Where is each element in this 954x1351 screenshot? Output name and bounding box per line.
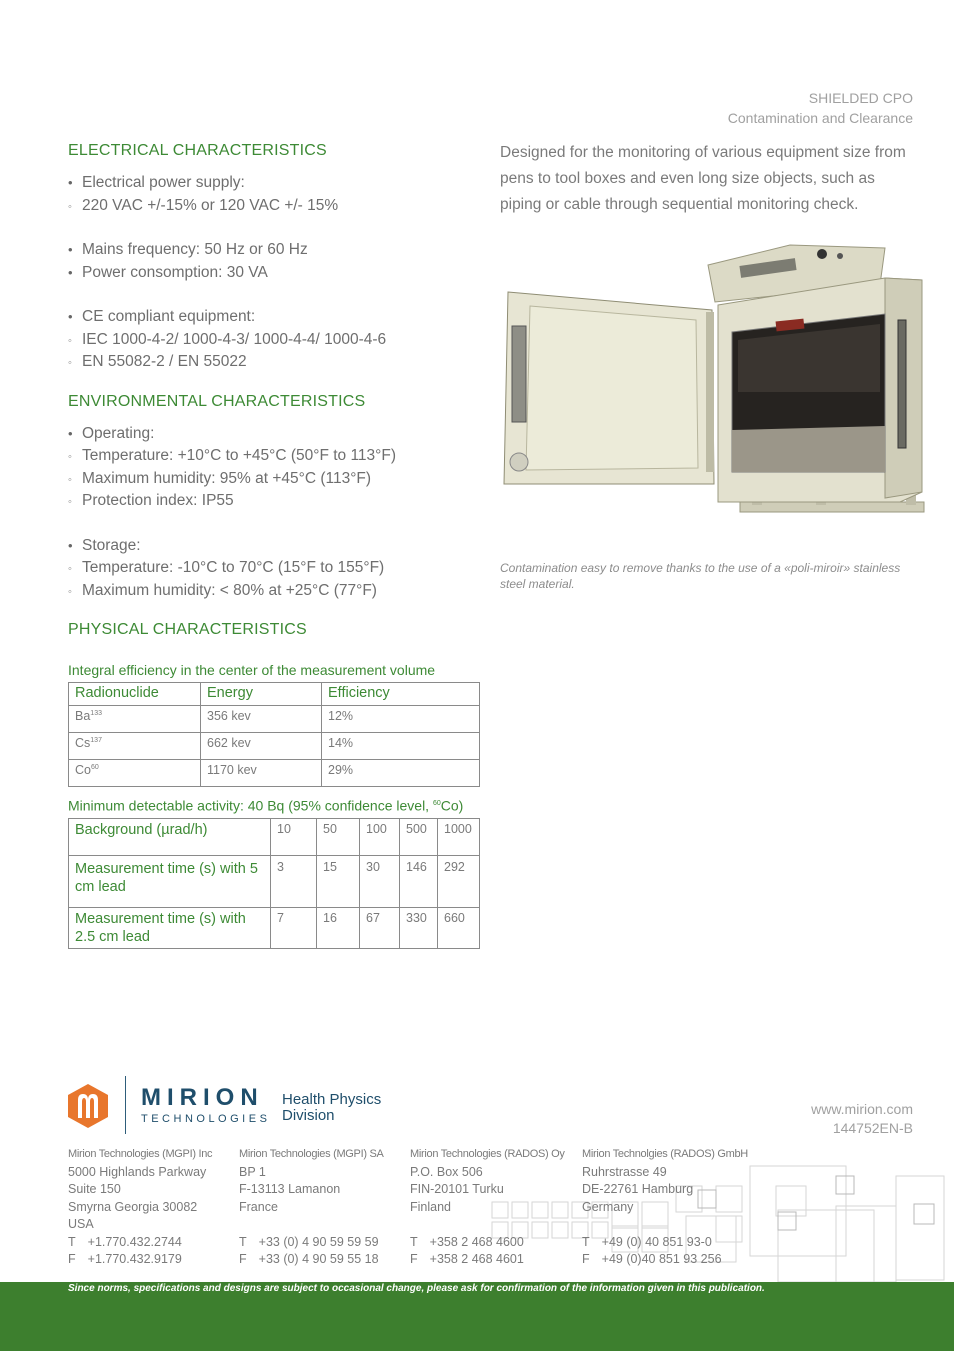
list-item: ◦ 220 VAC +/-15% or 120 VAC +/- 15% [68, 195, 480, 218]
address-line: USA [68, 1217, 94, 1231]
list-item: ◦ Temperature: -10°C to 70°C (15°F to 155°F) [68, 557, 480, 580]
document-reference: 144752EN-B [832, 1120, 913, 1136]
row-header: Measurement time (s) with 2.5 cm lead [69, 907, 271, 948]
document-header [728, 88, 913, 128]
table-cell: 100 [360, 818, 400, 855]
address-block [410, 1146, 565, 1269]
product-intro: Designed for the monitoring of various equipment size from pens to tool boxes and even long size objects, such as piping or cable through sequential monitoring check. [500, 144, 906, 213]
list-item: ◦ EN 55082-2 / EN 55022 [68, 351, 480, 374]
address-block [68, 1146, 212, 1269]
physical-title: PHYSICAL CHARACTERISTICS [68, 621, 307, 638]
address-block [239, 1146, 384, 1269]
environmental-list [68, 423, 480, 603]
footer-disclaimer: Since norms, specifications and designs are subject to occasional change, please ask for confirmation of the information given in this publication. [68, 1283, 765, 1294]
address-line: BP 1 [239, 1164, 266, 1179]
brand-subtitle: TECHNOLOGIES [141, 1113, 271, 1125]
company-name: Mirion Technologies (MGPI) Inc [68, 1148, 213, 1160]
table-cell: 356 kev [201, 706, 322, 733]
mirion-logo-icon [68, 1084, 108, 1128]
table-row [69, 760, 480, 787]
company-name: Mirion Technolgies (RADOS) GmbH [582, 1148, 748, 1160]
row-header: Background (µrad/h) [69, 818, 271, 855]
list-item: • Mains frequency: 50 Hz or 60 Hz [68, 239, 480, 262]
phone-line: T +33 (0) 4 90 59 59 59 [239, 1234, 379, 1249]
address-line: P.O. Box 506 [410, 1164, 483, 1179]
list-item: ◦ Maximum humidity: < 80% at +25°C (77°F) [68, 580, 480, 603]
table-row [69, 855, 480, 907]
list-item: • Electrical power supply: [68, 172, 480, 195]
electrical-list [68, 172, 480, 374]
column-header: Efficiency [322, 683, 480, 706]
table-cell: 67 [360, 907, 400, 948]
web-reference [811, 1100, 913, 1138]
phone-line: T +1.770.432.2744 [68, 1234, 182, 1249]
brand-wordmark [141, 1086, 270, 1126]
table-cell: 30 [360, 855, 400, 907]
header-product: SHIELDED CPO [808, 90, 913, 106]
table-cell: 16 [317, 907, 360, 948]
table-cell: 29% [322, 760, 480, 787]
address-line: Smyrna Georgia 30082 [68, 1199, 198, 1214]
left-column [68, 140, 480, 949]
table-cell: 330 [400, 907, 438, 948]
address-block [582, 1146, 748, 1269]
product-photo [500, 240, 930, 550]
table-cell: 10 [271, 818, 317, 855]
phone-line: T +358 2 468 4600 [410, 1234, 524, 1249]
address-line: Ruhrstrasse 49 [582, 1164, 667, 1179]
table-row [69, 818, 480, 855]
list-item: • CE compliant equipment: [68, 306, 480, 329]
list-item: • Power consomption: 30 VA [68, 262, 480, 285]
phone-line: T +49 (0) 40 851 93-0 [582, 1234, 712, 1249]
footer-bar [0, 1282, 954, 1351]
fax-line: F +358 2 468 4601 [410, 1252, 524, 1266]
environmental-title: ENVIRONMENTAL CHARACTERISTICS [68, 392, 366, 410]
table-cell: 662 kev [201, 733, 322, 760]
fax-line: F +49 (0)40 851 93 256 [582, 1252, 722, 1266]
column-header: Energy [201, 683, 322, 706]
fax-line: F +1.770.432.9179 [68, 1252, 182, 1266]
table-cell: 3 [271, 855, 317, 907]
company-name: Mirion Technologies (MGPI) SA [239, 1148, 384, 1160]
list-item: ◦ Temperature: +10°C to +45°C (50°F to 113°F) [68, 445, 480, 468]
electrical-title: ELECTRICAL CHARACTERISTICS [68, 142, 327, 159]
address-line: France [239, 1199, 278, 1214]
table-cell: 660 [438, 907, 480, 948]
efficiency-table-caption: Integral efficiency in the center of the measurement volume [68, 662, 436, 678]
list-item: ◦ IEC 1000-4-2/ 1000-4-3/ 1000-4-4/ 1000-4-6 [68, 329, 480, 352]
table-cell: 500 [400, 818, 438, 855]
list-item: ◦ Maximum humidity: 95% at +45°C (113°F) [68, 468, 480, 491]
address-line: DE-22761 Hamburg [582, 1182, 694, 1196]
brand-name: MIRION [141, 1084, 264, 1111]
table-cell: Co$^{60}$ [69, 760, 201, 787]
table-cell: 12% [322, 706, 480, 733]
table-row [69, 706, 480, 733]
table-row [69, 733, 480, 760]
mda-table-caption: Minimum detectable activity: 40 Bq (95% confidence level, $^{60}$Co) [68, 797, 464, 814]
table-cell: Ba$^{133}$ [69, 706, 201, 733]
table-cell: 15 [317, 855, 360, 907]
address-line: Suite 150 [68, 1182, 121, 1196]
company-name: Mirion Technologies (RADOS) Oy [410, 1148, 565, 1160]
table-cell: 1170 kev [201, 760, 322, 787]
row-header: Measurement time (s) with 5 cm lead [69, 855, 271, 907]
division-name: Health Physics Division [282, 1091, 382, 1124]
table-cell: 14% [322, 733, 480, 760]
header-category: Contamination and Clearance [727, 110, 913, 126]
right-column [500, 140, 914, 591]
list-item: • Operating: [68, 423, 480, 446]
efficiency-table [68, 682, 480, 787]
website-link[interactable]: www.mirion.com [811, 1101, 913, 1117]
table-header-row [69, 683, 480, 706]
address-line: 5000 Highlands Parkway [68, 1164, 207, 1179]
table-cell: 50 [317, 818, 360, 855]
table-cell: 146 [400, 855, 438, 907]
table-row [69, 907, 480, 948]
address-line: FIN-20101 Turku [410, 1182, 504, 1196]
address-line: Finland [410, 1199, 451, 1214]
table-cell: 1000 [438, 818, 480, 855]
logo-divider [125, 1076, 126, 1134]
list-item: • Storage: [68, 535, 480, 558]
fax-line: F +33 (0) 4 90 59 55 18 [239, 1252, 379, 1266]
photo-caption: Contamination easy to remove thanks to the use of a «poli-miroir» stainless steel material. [500, 561, 901, 591]
table-cell: Cs$^{137}$ [69, 733, 201, 760]
table-cell: 7 [271, 907, 317, 948]
address-line: Germany [582, 1199, 634, 1214]
column-header: Radionuclide [69, 683, 201, 706]
list-item: ◦ Protection index: IP55 [68, 490, 480, 513]
mda-table [68, 818, 480, 949]
company-logo [68, 1076, 398, 1136]
table-cell: 292 [438, 855, 480, 907]
address-line: F-13113 Lamanon [239, 1182, 341, 1196]
